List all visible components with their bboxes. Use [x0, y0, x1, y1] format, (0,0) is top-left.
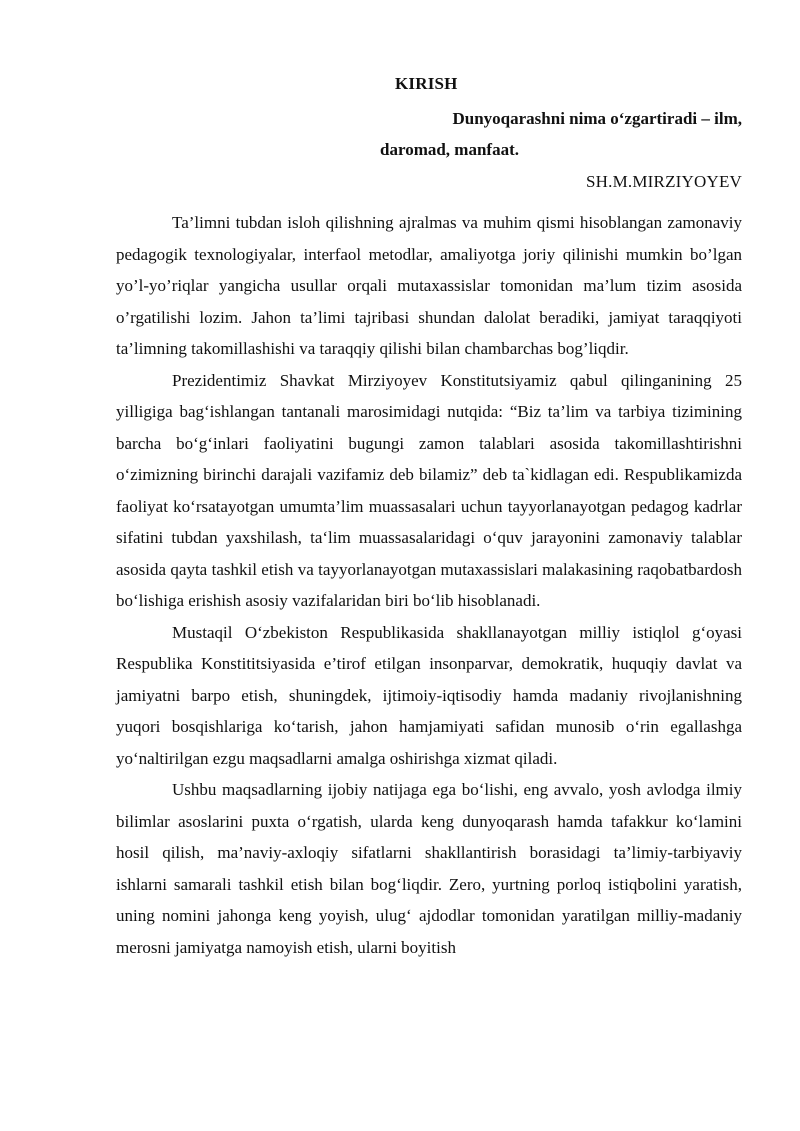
paragraph-3: Mustaqil O‘zbekiston Respublikasida shakllanayotgan milliy istiqlol g‘oyasi Respublika Konstititsiyasida e’tirof etilgan insonparvar, demokratik, huquqiy davlat va jamiyatni barpo etish, shuningdek, ijtimoiy-iqtisodiy hamda madaniy rivojlanishning yuqori bosqishlariga ko‘tarish, jahon hamjamiyati safidan munosib o‘rin egallashga yo‘naltirilgan ezgu maqsadlarni amalga oshirishga xizmat qiladi. [116, 622, 742, 768]
paragraph-2: Prezidentimiz Shavkat Mirziyoyev Konstitutsiyamiz qabul qilinganining 25 yilligiga bag‘ishlangan tantanali marosimidagi nutqida: “Biz ta’lim va tarbiya tizimining barcha bo‘g‘inlari faoliyatini bugungi zamon talablari asosida takomillashtirishni o‘zimizning birinchi darajali vazifamiz deb bilamiz” deb ta`kidlagan edi. Respublikamizda faoliyat ko‘rsatayotgan umumta’lim muassasalari uchun tayyorlanayotgan pedagog kadrlar sifatini tubdan yaxshilash, ta‘lim muassasalaridagi o‘quv jarayonini zamonaviy talablar asosida qayta tashkil etish va tayyorlanayotgan mutaxassislari malakasining raqobatbardosh bo‘lishiga erishish asosiy vazifalaridan biri bo‘lib hisoblanadi. [116, 370, 742, 610]
epigraph-line-1: Dunyoqarashni nima o‘zgartiradi – ilm, [452, 109, 742, 128]
paragraph-1: Ta’limni tubdan isloh qilishning ajralmas va muhim qismi hisoblangan zamonaviy pedagogik texnologiyalar, interfaol metodlar, amaliyotga joriy qilinishi mumkin bo’lgan yo’l-yo’riqlar yangicha usullar orqali mutaxassislar tomonidan ma’lum tizim asosida o’rgatilishi lozim. Jahon ta’limi tajribasi shundan dalolat beradiki, jamiyat taraqqiyoti ta’limning takomillashishi va taraqqiy qilishi bilan chambarchas bog’liqdir. [116, 213, 742, 358]
epigraph-line-2: daromad, manfaat. [380, 140, 519, 159]
document-title: KIRISH [395, 74, 458, 93]
body-text [116, 207, 742, 963]
paragraph-4: Ushbu maqsadlarning ijobiy natijaga ega bo‘lishi, eng avvalo, yosh avlodga ilmiy bilimlar asoslarini puxta o‘rgatish, ularda keng dunyoqarash hamda tafakkur ko‘lamini hosil qilish, ma’naviy-axloqiy sifatlarni shakllantirish borasidagi ta’limiy-tarbiyaviy ishlarni samarali tashkil etish bilan bog‘liqdir. Zero, yurtning porloq istiqbolini yaratish, uning nomini jahonga keng yoyish, ulug‘ ajdodlar tomonidan yaratilgan milliy-madaniy merosni jamiyatga namoyish etish, ularni boyitish [116, 780, 742, 957]
epigraph [300, 103, 742, 165]
epigraph-author: SH.M.MIRZIYOYEV [586, 172, 742, 191]
